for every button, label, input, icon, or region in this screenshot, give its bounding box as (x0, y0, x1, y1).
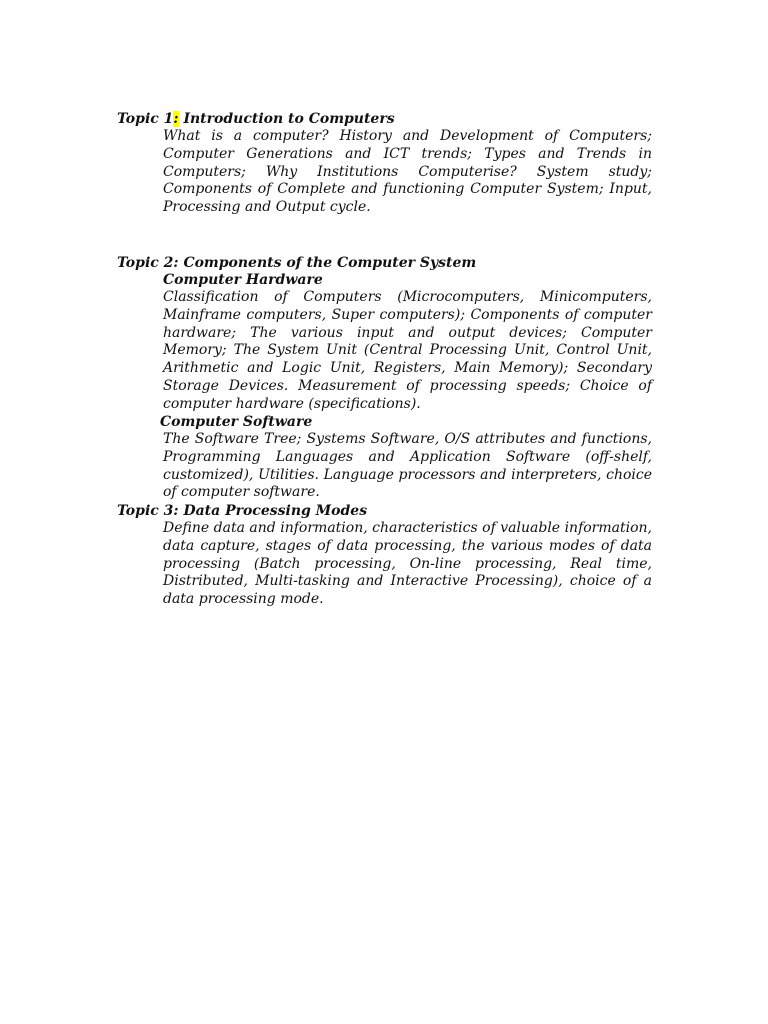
topic-1-heading (117, 110, 395, 128)
computer-hardware-subheading: Computer Hardware (163, 272, 323, 288)
highlighted-colon: : (173, 111, 179, 127)
topic-3-body: Define data and information, characteristics of valuable information, data capture, stages of data processing, the various modes of data processing (Batch processing, On-line processing, Real time, Distributed, Multi-tasking and Interactive Processing), choice of a data processing mode. (163, 520, 652, 608)
computer-software-body: The Software Tree; Systems Software, O/S attributes and functions, Programming Languages and Application Software (off-shelf, customized), Utilities. Language processors and interpreters, choice of computer software. (163, 431, 652, 501)
topic-1-label: Topic 1 (117, 111, 174, 127)
topic-3-heading: Topic 3: Data Processing Modes (117, 503, 368, 519)
topic-1-title: Introduction to Computers (178, 111, 395, 127)
computer-software-subheading: Computer Software (160, 414, 313, 430)
topic-2-heading: Topic 2: Components of the Computer System (117, 255, 477, 271)
computer-hardware-body: Classification of Computers (Microcomputers, Minicomputers, Mainframe computers, Super computers); Components of computer hardware; The various input and output devices; Computer Memory; The System Unit (Central Processing Unit, Control Unit, Arithmetic and Logic Unit, Registers, Main Memory); Secondary Storage Devices. Measurement of processing speeds; Choice of computer hardware (specifications). (163, 289, 652, 412)
topic-1-body: What is a computer? History and Development of Computers; Computer Generations and ICT trends; Types and Trends in Computers; Why Institutions Computerise? System study; Components of Complete and functioning Computer System; Input, Processing and Output cycle. (163, 128, 652, 216)
